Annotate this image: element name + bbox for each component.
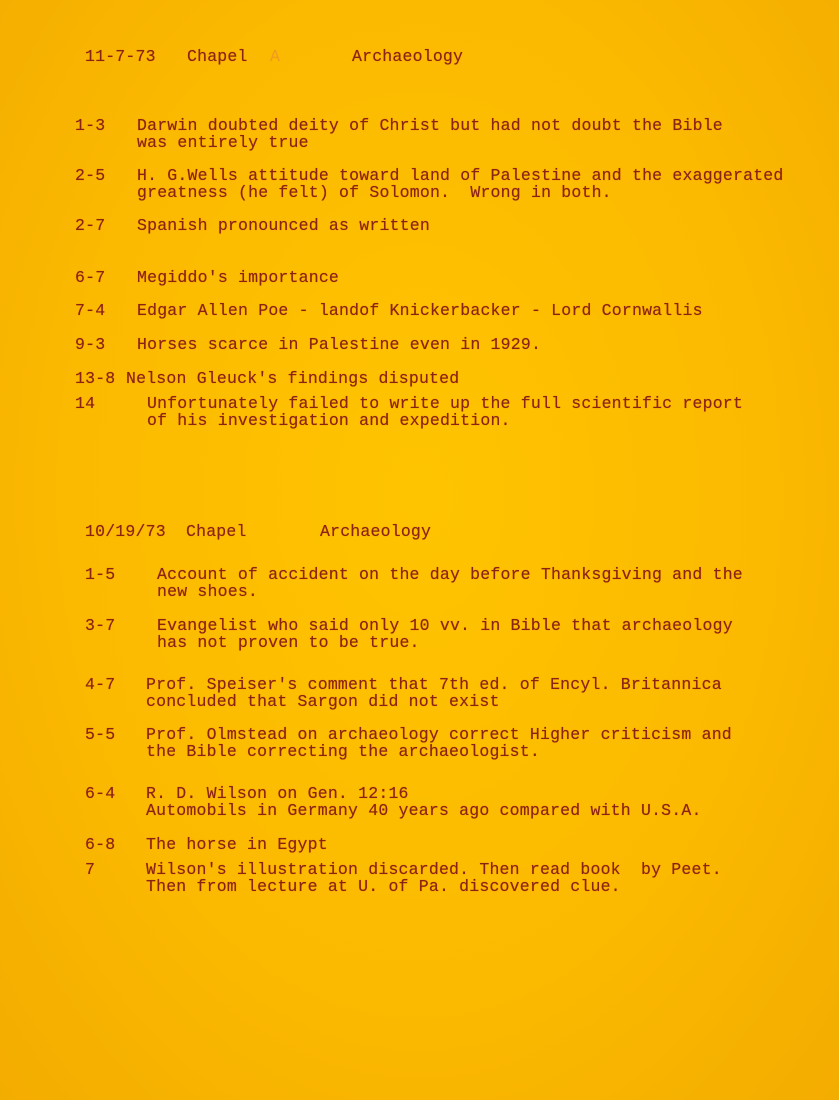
entry-ref: 14 — [75, 394, 96, 413]
section-2-date: 10/19/73 — [85, 522, 166, 541]
entry-line: Edgar Allen Poe - landof Knickerbacker - Lord Cornwallis — [137, 301, 703, 320]
entry-line: was entirely true — [137, 133, 309, 152]
entry-ref: 6-8 — [85, 835, 116, 854]
entry-line: Spanish pronounced as written — [137, 216, 430, 235]
entry-line: R. D. Wilson on Gen. 12:16 — [146, 784, 409, 803]
entry-ref: 13-8 — [75, 369, 116, 388]
entry-ref: 3-7 — [85, 616, 116, 635]
entry-line: Wilson's illustration discarded. Then read book by Peet. — [146, 860, 722, 879]
entry-line: Then from lecture at U. of Pa. discovered clue. — [146, 877, 621, 896]
entry-line: the Bible correcting the archaeologist. — [146, 742, 540, 761]
entry-ref: 1-5 — [85, 565, 116, 584]
entry-line: of his investigation and expedition. — [147, 411, 511, 430]
section-2-topic: Archaeology — [320, 522, 432, 541]
entry-ref: 2-7 — [75, 216, 106, 235]
entry-line: H. G.Wells attitude toward land of Palestine and the exaggerated — [137, 166, 784, 185]
entry-ref: 9-3 — [75, 335, 106, 354]
entry-line: Darwin doubted deity of Christ but had not doubt the Bible — [137, 116, 723, 135]
entry-line: Account of accident on the day before Thanksgiving and the — [157, 565, 743, 584]
section-1-topic: Archaeology — [352, 47, 464, 66]
entry-line: concluded that Sargon did not exist — [146, 692, 500, 711]
entry-ref: 2-5 — [75, 166, 106, 185]
entry-line: Prof. Speiser's comment that 7th ed. of Encyl. Britannica — [146, 675, 722, 694]
entry-ref: 7 — [85, 860, 96, 879]
entry-line: new shoes. — [157, 582, 259, 601]
entry-line: Megiddo's importance — [137, 268, 340, 287]
section-1-place: Chapel — [187, 47, 248, 66]
section-1-date: 11-7-73 — [85, 47, 156, 66]
entry-ref: 1-3 — [75, 116, 106, 135]
entry-line: Evangelist who said only 10 vv. in Bible that archaeology — [157, 616, 733, 635]
entry-line: The horse in Egypt — [146, 835, 328, 854]
section-2-place: Chapel — [186, 522, 247, 541]
entry-ref: 6-4 — [85, 784, 116, 803]
entry-line: Automobils in Germany 40 years ago compared with U.S.A. — [146, 801, 702, 820]
entry-line: Horses scarce in Palestine even in 1929. — [137, 335, 542, 354]
entry-ref: 5-5 — [85, 725, 116, 744]
entry-line: Prof. Olmstead on archaeology correct Higher criticism and — [146, 725, 732, 744]
entry-line: Nelson Gleuck's findings disputed — [126, 369, 460, 388]
entry-line: Unfortunately failed to write up the full scientific report — [147, 394, 743, 413]
entry-ref: 6-7 — [75, 268, 106, 287]
entry-ref: 7-4 — [75, 301, 106, 320]
section-1-mark: A — [270, 47, 281, 66]
entry-line: has not proven to be true. — [157, 633, 420, 652]
entry-ref: 4-7 — [85, 675, 116, 694]
entry-line: greatness (he felt) of Solomon. Wrong in both. — [137, 183, 612, 202]
